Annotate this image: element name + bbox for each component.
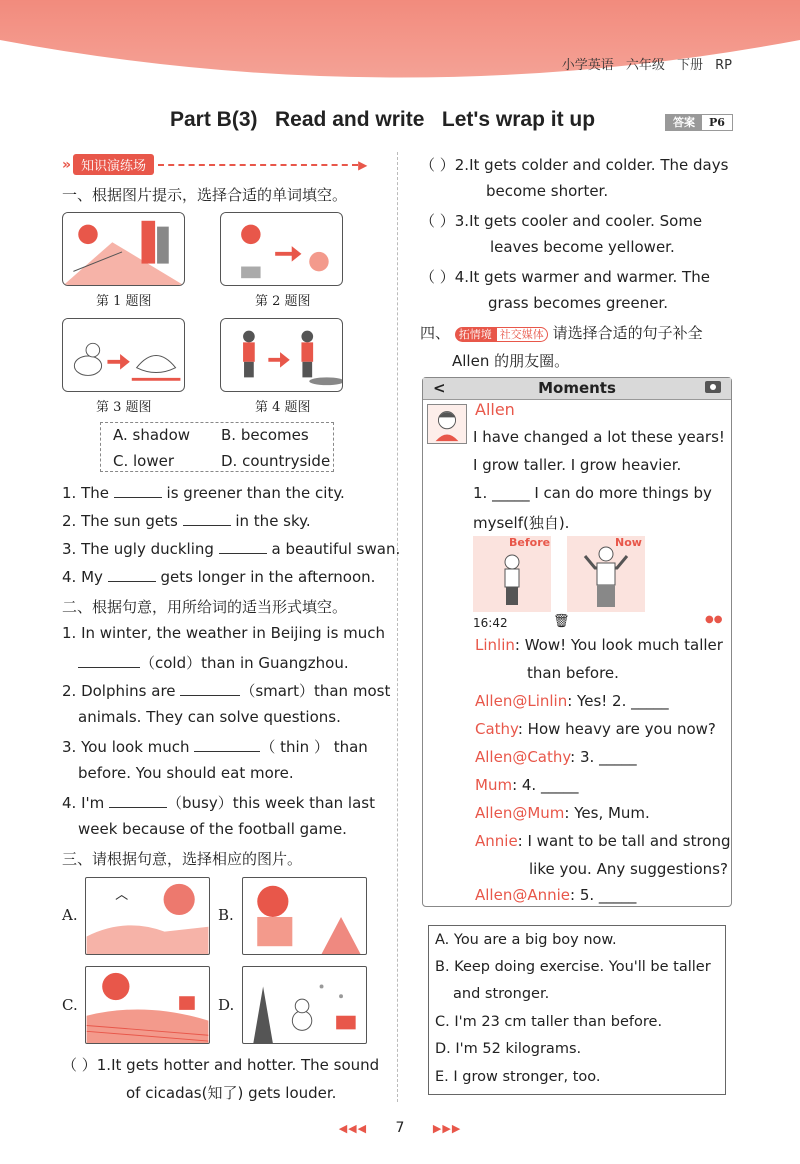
q1-heading: 一、根据图片提示，选择合适的单词填空。 [62,186,348,204]
q2-blank-3[interactable] [194,738,260,752]
comment-5-author[interactable]: Mum [475,776,513,794]
q2-blank-4[interactable] [109,794,167,808]
now-label: Now [615,536,642,549]
q3-item-1-cont: of cicadas(知了) gets louder. [126,1084,337,1102]
q3-item-4-cont: grass becomes greener. [488,294,668,312]
comment-5 [475,776,578,794]
q1-item-4 [62,568,375,586]
comment-7 [475,832,731,850]
post-line-1: I have changed a lot these years! [473,428,725,446]
pic-label-c: C. [62,996,78,1014]
q1-picture-1 [62,212,185,286]
q1-item-3-post: a beautiful swan. [271,540,401,558]
comment-7-author[interactable]: Annie [475,832,518,850]
q2-heading: 二、根据句意，用所给词的适当形式填空。 [62,598,348,616]
q4-heading-num: 四、 [420,324,451,342]
post-line-2: I grow taller. I grow heavier. [473,456,682,474]
q2-line-6: before. You should eat more. [78,764,294,782]
comment-7-text: : I want to be tall and strong [517,832,731,850]
q3-item-4-num[interactable]: （ ）4. [420,268,470,286]
moments-card [422,377,732,907]
q2-line-7-post: （busy）this week than last [167,794,375,812]
word-options-box [100,422,334,472]
q3-picture-d [242,966,367,1044]
q2-line-5-post: （ thin ） than [260,738,368,756]
q1-blank-4[interactable] [108,568,156,582]
before-label: Before [509,536,551,549]
q3-item-2-text: It gets colder and colder. The days [469,156,729,174]
q2-line-5 [62,736,368,757]
q2-line-4: animals. They can solve questions. [78,708,341,726]
q2-line-2-post: （cold）than in Guangzhou. [140,654,349,672]
photo-before[interactable] [473,536,551,612]
comment-3 [475,720,716,738]
answer-tag-label: 答案 [666,115,702,130]
option-a: A. shadow [113,426,191,444]
q3-heading: 三、请根据句意，选择相应的图片。 [62,850,303,868]
q3-item-2-num[interactable]: （ ）2. [420,156,470,174]
comment-1-text: : Wow! You look much taller [514,636,723,654]
next-arrows-icon: ▶▶▶ [432,1122,462,1135]
q4-tag-context: 拓情境 [455,327,496,342]
comment-1-author[interactable]: Linlin [475,636,515,654]
option-c: C. lower [113,452,175,470]
q1-blank-2[interactable] [183,512,231,526]
q1-blank-3[interactable] [219,540,267,554]
q2-line-3-post: （smart）than most [240,682,391,700]
caption-1: 第 1 题图 [96,294,152,309]
caption-4: 第 4 题图 [255,400,311,415]
q3-item-4-text: It gets warmer and warmer. The [469,268,710,286]
q2-blank-2[interactable] [180,682,240,696]
q2-line-7 [62,792,375,813]
comment-3-author[interactable]: Cathy [475,720,518,738]
q3-item-4 [420,266,710,287]
prev-arrows-icon: ◀◀◀ [338,1122,368,1135]
q1-picture-2 [220,212,343,286]
comment-8-text: : 5. _____ [570,886,637,904]
comment-icon[interactable]: ●● [705,614,723,625]
comment-1 [475,636,723,654]
q2-line-5-pre: 3. You look much [62,738,190,756]
comment-2-author[interactable]: Allen@Linlin [475,692,568,710]
page-footer [0,1120,800,1136]
q1-item-4-post: gets longer in the afternoon. [160,568,376,586]
q4-tag-social: 社交媒体 [496,327,548,342]
dash-line [158,164,358,166]
q4-heading [420,322,703,343]
comment-4-text: : 3. _____ [570,748,637,766]
q3-picture-c [85,966,210,1044]
pic-label-a: A. [62,906,78,924]
column-divider [397,152,398,1102]
q1-item-1-post: is greener than the city. [166,484,345,502]
comment-5-text: : 4. _____ [512,776,579,794]
book-info: 小学英语 六年级 下册 RP [561,58,732,73]
q3-item-3-text: It gets cooler and cooler. Some [469,212,703,230]
q2-line-3 [62,680,390,701]
q1-picture-4 [220,318,343,392]
comment-8 [475,886,636,904]
q3-item-1-num[interactable]: （ ）1. [62,1056,112,1074]
q4-heading-2: Allen 的朋友圈。 [452,352,570,370]
q3-item-3-cont: leaves become yellower. [490,238,675,256]
comment-8-author[interactable]: Allen@Annie [475,886,571,904]
post-line-3: 1. _____ I can do more things by [473,484,712,502]
page-number: 7 [395,1120,405,1136]
caption-3: 第 3 题图 [96,400,152,415]
post-line-4: myself(独自). [473,514,570,532]
back-icon[interactable]: < [433,379,446,397]
q3-item-2-cont: become shorter. [486,182,609,200]
camera-icon[interactable] [705,381,721,393]
comment-6-author[interactable]: Allen@Mum [475,804,565,822]
answer-options-box [428,925,726,1095]
option-b: B. becomes [221,426,309,444]
double-arrow-icon: » [62,156,72,173]
q1-blank-1[interactable] [114,484,162,498]
delete-icon[interactable]: 🗑 [553,614,570,629]
q1-item-3-pre: 3. The ugly duckling [62,540,214,558]
q3-item-3-num[interactable]: （ ）3. [420,212,470,230]
q1-item-2-post: in the sky. [235,512,311,530]
q2-line-3-pre: 2. Dolphins are [62,682,176,700]
page-title: Part B(3) Read and write Let's wrap it up [170,108,596,131]
answer-b: B. Keep doing exercise. You'll be taller [435,959,711,975]
caption-2: 第 2 题图 [255,294,311,309]
arrow-right-icon: ▶ [358,157,368,172]
q3-item-1 [62,1054,379,1075]
moments-title: Moments [538,379,616,397]
comment-6-text: : Yes, Mum. [564,804,650,822]
comment-1-cont: than before. [527,664,619,682]
answer-a: A. You are a big boy now. [435,932,617,948]
q1-item-4-pre: 4. My [62,568,103,586]
q1-item-1-pre: 1. The [62,484,109,502]
comment-4-author[interactable]: Allen@Cathy [475,748,571,766]
q2-line-8: week because of the football game. [78,820,347,838]
comment-2-text: : Yes! 2. _____ [567,692,669,710]
comment-2 [475,692,669,710]
comment-3-text: : How heavy are you now? [517,720,716,738]
q4-heading-text: 请选择合适的句子补全 [552,324,703,342]
comment-7-cont: like you. Any suggestions? [529,860,728,878]
q2-blank-1[interactable] [78,654,140,668]
answer-d: D. I'm 52 kilograms. [435,1041,582,1057]
q1-item-1 [62,484,345,502]
option-d: D. countryside [221,452,331,470]
q3-picture-a [85,877,210,955]
q2-line-1: 1. In winter, the weather in Beijing is much [62,624,386,642]
q3-item-2 [420,154,728,175]
post-time: 16:42 [473,616,508,630]
answer-e: E. I grow stronger, too. [435,1069,601,1085]
q1-item-2-pre: 2. The sun gets [62,512,178,530]
q3-item-1-text: It gets hotter and hotter. The sound [111,1056,380,1074]
pic-label-b: B. [218,906,234,924]
q3-item-3 [420,210,702,231]
section-banner [62,154,367,175]
photo-now[interactable] [567,536,645,612]
section-label: 知识演练场 [73,154,154,175]
comment-6 [475,804,650,822]
q3-picture-b [242,877,367,955]
pic-label-d: D. [218,996,235,1014]
moments-header [423,378,731,400]
answer-tag [665,114,733,131]
q1-item-2 [62,512,311,530]
q2-line-2 [78,652,349,673]
avatar[interactable] [427,404,467,444]
answer-b-cont: and stronger. [453,986,550,1002]
poster-name[interactable]: Allen [475,400,515,419]
q1-item-3 [62,540,400,558]
answer-tag-page: P6 [709,116,725,129]
q2-line-7-pre: 4. I'm [62,794,105,812]
answer-c: C. I'm 23 cm taller than before. [435,1014,663,1030]
q1-picture-3 [62,318,185,392]
comment-4 [475,748,637,766]
